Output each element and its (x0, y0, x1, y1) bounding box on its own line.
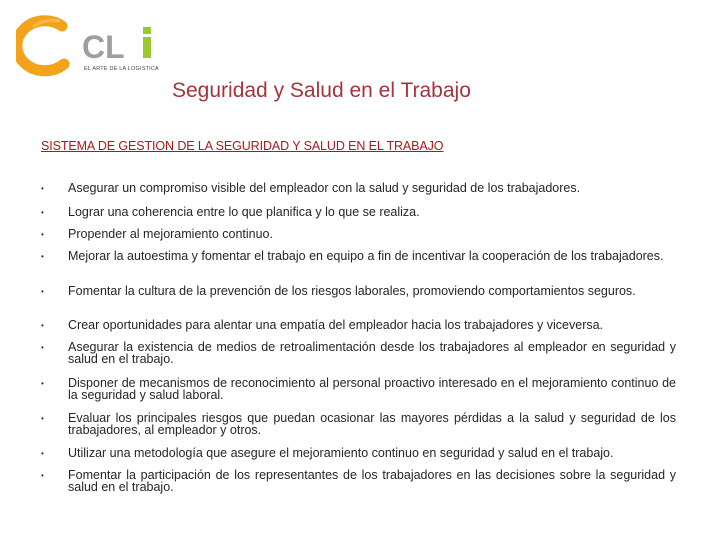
section-subtitle: SISTEMA DE GESTION DE LA SEGURIDAD Y SALUD EN EL TRABAJO (41, 139, 444, 153)
bullet-icon: • (41, 252, 44, 261)
list-item-text: Fomentar la participación de los representantes de los trabajadores en las decisiones sobre la seguridad y salud en el trabajo. (68, 468, 676, 494)
list-item-text: Crear oportunidades para alentar una empatía del empleador hacia los trabajadores y viceversa. (68, 318, 604, 332)
list-item-text: Lograr una coherencia entre lo que planifica y lo que se realiza. (68, 205, 420, 219)
company-logo (16, 14, 166, 80)
bullet-icon: • (41, 471, 44, 480)
bullet-icon: • (41, 208, 44, 217)
list-item-text: Propender al mejoramiento continuo. (68, 227, 273, 241)
list-item-text: Disponer de mecanismos de reconocimiento al personal proactivo interesado en el mejoramiento continuo de la seguridad y salud laboral. (68, 376, 676, 402)
bullet-icon: • (41, 287, 44, 296)
bullet-icon: • (41, 343, 44, 352)
list-item-text: Utilizar una metodología que asegure el mejoramiento continuo en seguridad y salud en el trabajo. (68, 446, 614, 460)
bullet-icon: • (41, 230, 44, 239)
list-item-text: Fomentar la cultura de la prevención de los riesgos laborales, promoviendo comportamientos seguros. (68, 284, 636, 298)
list-item-text: Mejorar la autoestima y fomentar el trabajo en equipo a fin de incentivar la cooperación de los trabajadores. (68, 249, 664, 263)
logo-tagline: EL ARTE DE LA LOGISTICA (84, 66, 159, 72)
bullet-icon: • (41, 379, 44, 388)
list-item-text: Asegurar un compromiso visible del empleador con la salud y seguridad de los trabajadores. (68, 181, 581, 195)
bullet-icon: • (41, 449, 44, 458)
list-item-text: Asegurar la existencia de medios de retroalimentación desde los trabajadores al empleador en seguridad y salud en el trabajo. (68, 340, 676, 366)
page-title: Seguridad y Salud en el Trabajo (172, 79, 471, 102)
bullet-icon: • (41, 414, 44, 423)
svg-text:CL: CL (82, 29, 125, 65)
list-item-text: Evaluar los principales riesgos que puedan ocasionar las mayores pérdidas a la salud y seguridad de los trabajadores, al empleador y otros. (68, 411, 676, 437)
bullet-icon: • (41, 321, 44, 330)
bullet-icon: • (41, 184, 44, 193)
